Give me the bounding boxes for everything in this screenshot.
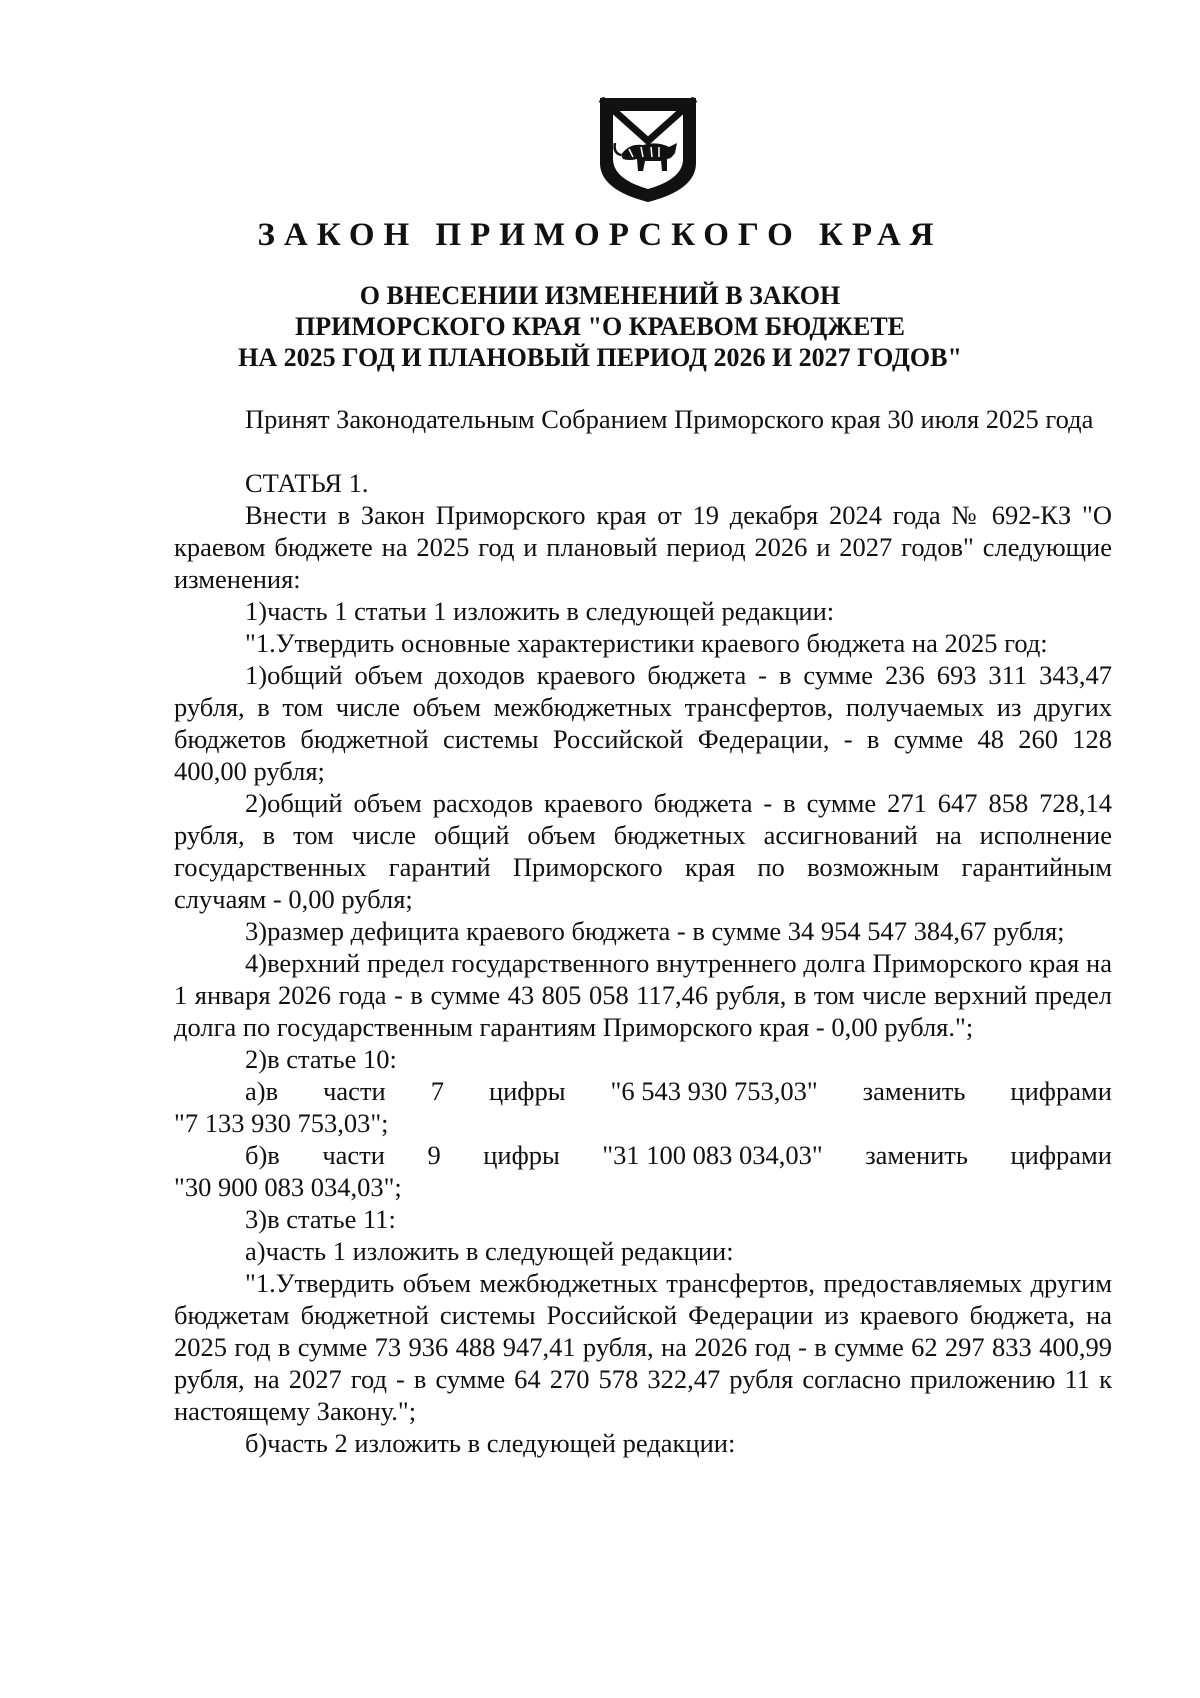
subitem-2: 2)общий объем расходов краевого бюджета - в сумме 271 647 858 728,14 рубля, в том числе общий объем бюджетных ассигнований на исполнение государственных гарантий Приморского края по возможным гарантийным случаям - 0,00 рубля;	[174, 788, 1112, 914]
item-3a: а)часть 1 изложить в следующей редакции:	[245, 1236, 734, 1266]
subtitle-line-2: ПРИМОРСКОГО КРАЯ "О КРАЕВОМ БЮДЖЕТЕ	[295, 312, 905, 341]
item-2: 2)в статье 10:	[245, 1044, 397, 1074]
law-title: ЗАКОН ПРИМОРСКОГО КРАЯ	[257, 217, 943, 253]
coat-of-arms-icon	[599, 97, 697, 203]
subitem-3: 3)размер дефицита краевого бюджета - в сумме 34 954 547 384,67 рубля;	[245, 916, 1065, 946]
item-2b-continuation: "30 900 083 034,03";	[174, 1172, 402, 1202]
subtitle-line-1: О ВНЕСЕНИИ ИЗМЕНЕНИЙ В ЗАКОН	[359, 281, 841, 310]
subitem-4: 4)верхний предел государственного внутреннего долга Приморского края на 1 января 2026 года - в сумме 43 805 058 117,46 рубля, в том числе верхний предел долга по государственным гарантиям Приморского края - 0,00 рубля.";	[174, 948, 1112, 1042]
quote-3: "1.Утвердить объем межбюджетных трансфертов, предоставляемых другим бюджетам бюджетной системы Российской Федерации из краевого бюджета, на 2025 год в сумме 73 936 488 947,41 рубля, на 2026 год - в сумме 62 297 833 400,99 рубля, на 2027 год - в сумме 64 270 578 322,47 рубля согласно приложению 11 к настоящему Закону.";	[174, 1268, 1112, 1426]
article-heading: СТАТЬЯ 1.	[245, 468, 369, 498]
item-3b: б)часть 2 изложить в следующей редакции:	[245, 1428, 736, 1458]
law-subtitle	[0, 280, 1200, 373]
subitem-1: 1)общий объем доходов краевого бюджета - в сумме 236 693 311 343,47 рубля, в том числе объем межбюджетных трансфертов, получаемых из других бюджетов бюджетной системы Российской Федерации, - в сумме 48 260 128 400,00 рубля;	[174, 660, 1112, 786]
item-2a-continuation: "7 133 930 753,03";	[174, 1108, 389, 1138]
item-2a-row: а)в части 7 цифры "6 543 930 753,03" заменить цифрами	[245, 1076, 1112, 1106]
subtitle-line-3: НА 2025 ГОД И ПЛАНОВЫЙ ПЕРИОД 2026 И 2027 ГОДОВ"	[238, 343, 962, 372]
quote-1: "1.Утвердить основные характеристики краевого бюджета на 2025 год:	[245, 628, 1048, 658]
adoption-line: Принят Законодательным Собранием Приморского края 30 июля 2025 года	[245, 404, 1094, 434]
item-2b-row: б)в части 9 цифры "31 100 083 034,03" заменить цифрами	[245, 1140, 1112, 1170]
article-intro: Внести в Закон Приморского края от 19 декабря 2024 года № 692-КЗ "О краевом бюджете на 2025 год и плановый период 2026 и 2027 годов" следующие изменения:	[174, 500, 1112, 594]
item-1: 1)часть 1 статьи 1 изложить в следующей редакции:	[245, 596, 835, 626]
item-3: 3)в статье 11:	[245, 1204, 396, 1234]
document-body	[174, 403, 1112, 1459]
